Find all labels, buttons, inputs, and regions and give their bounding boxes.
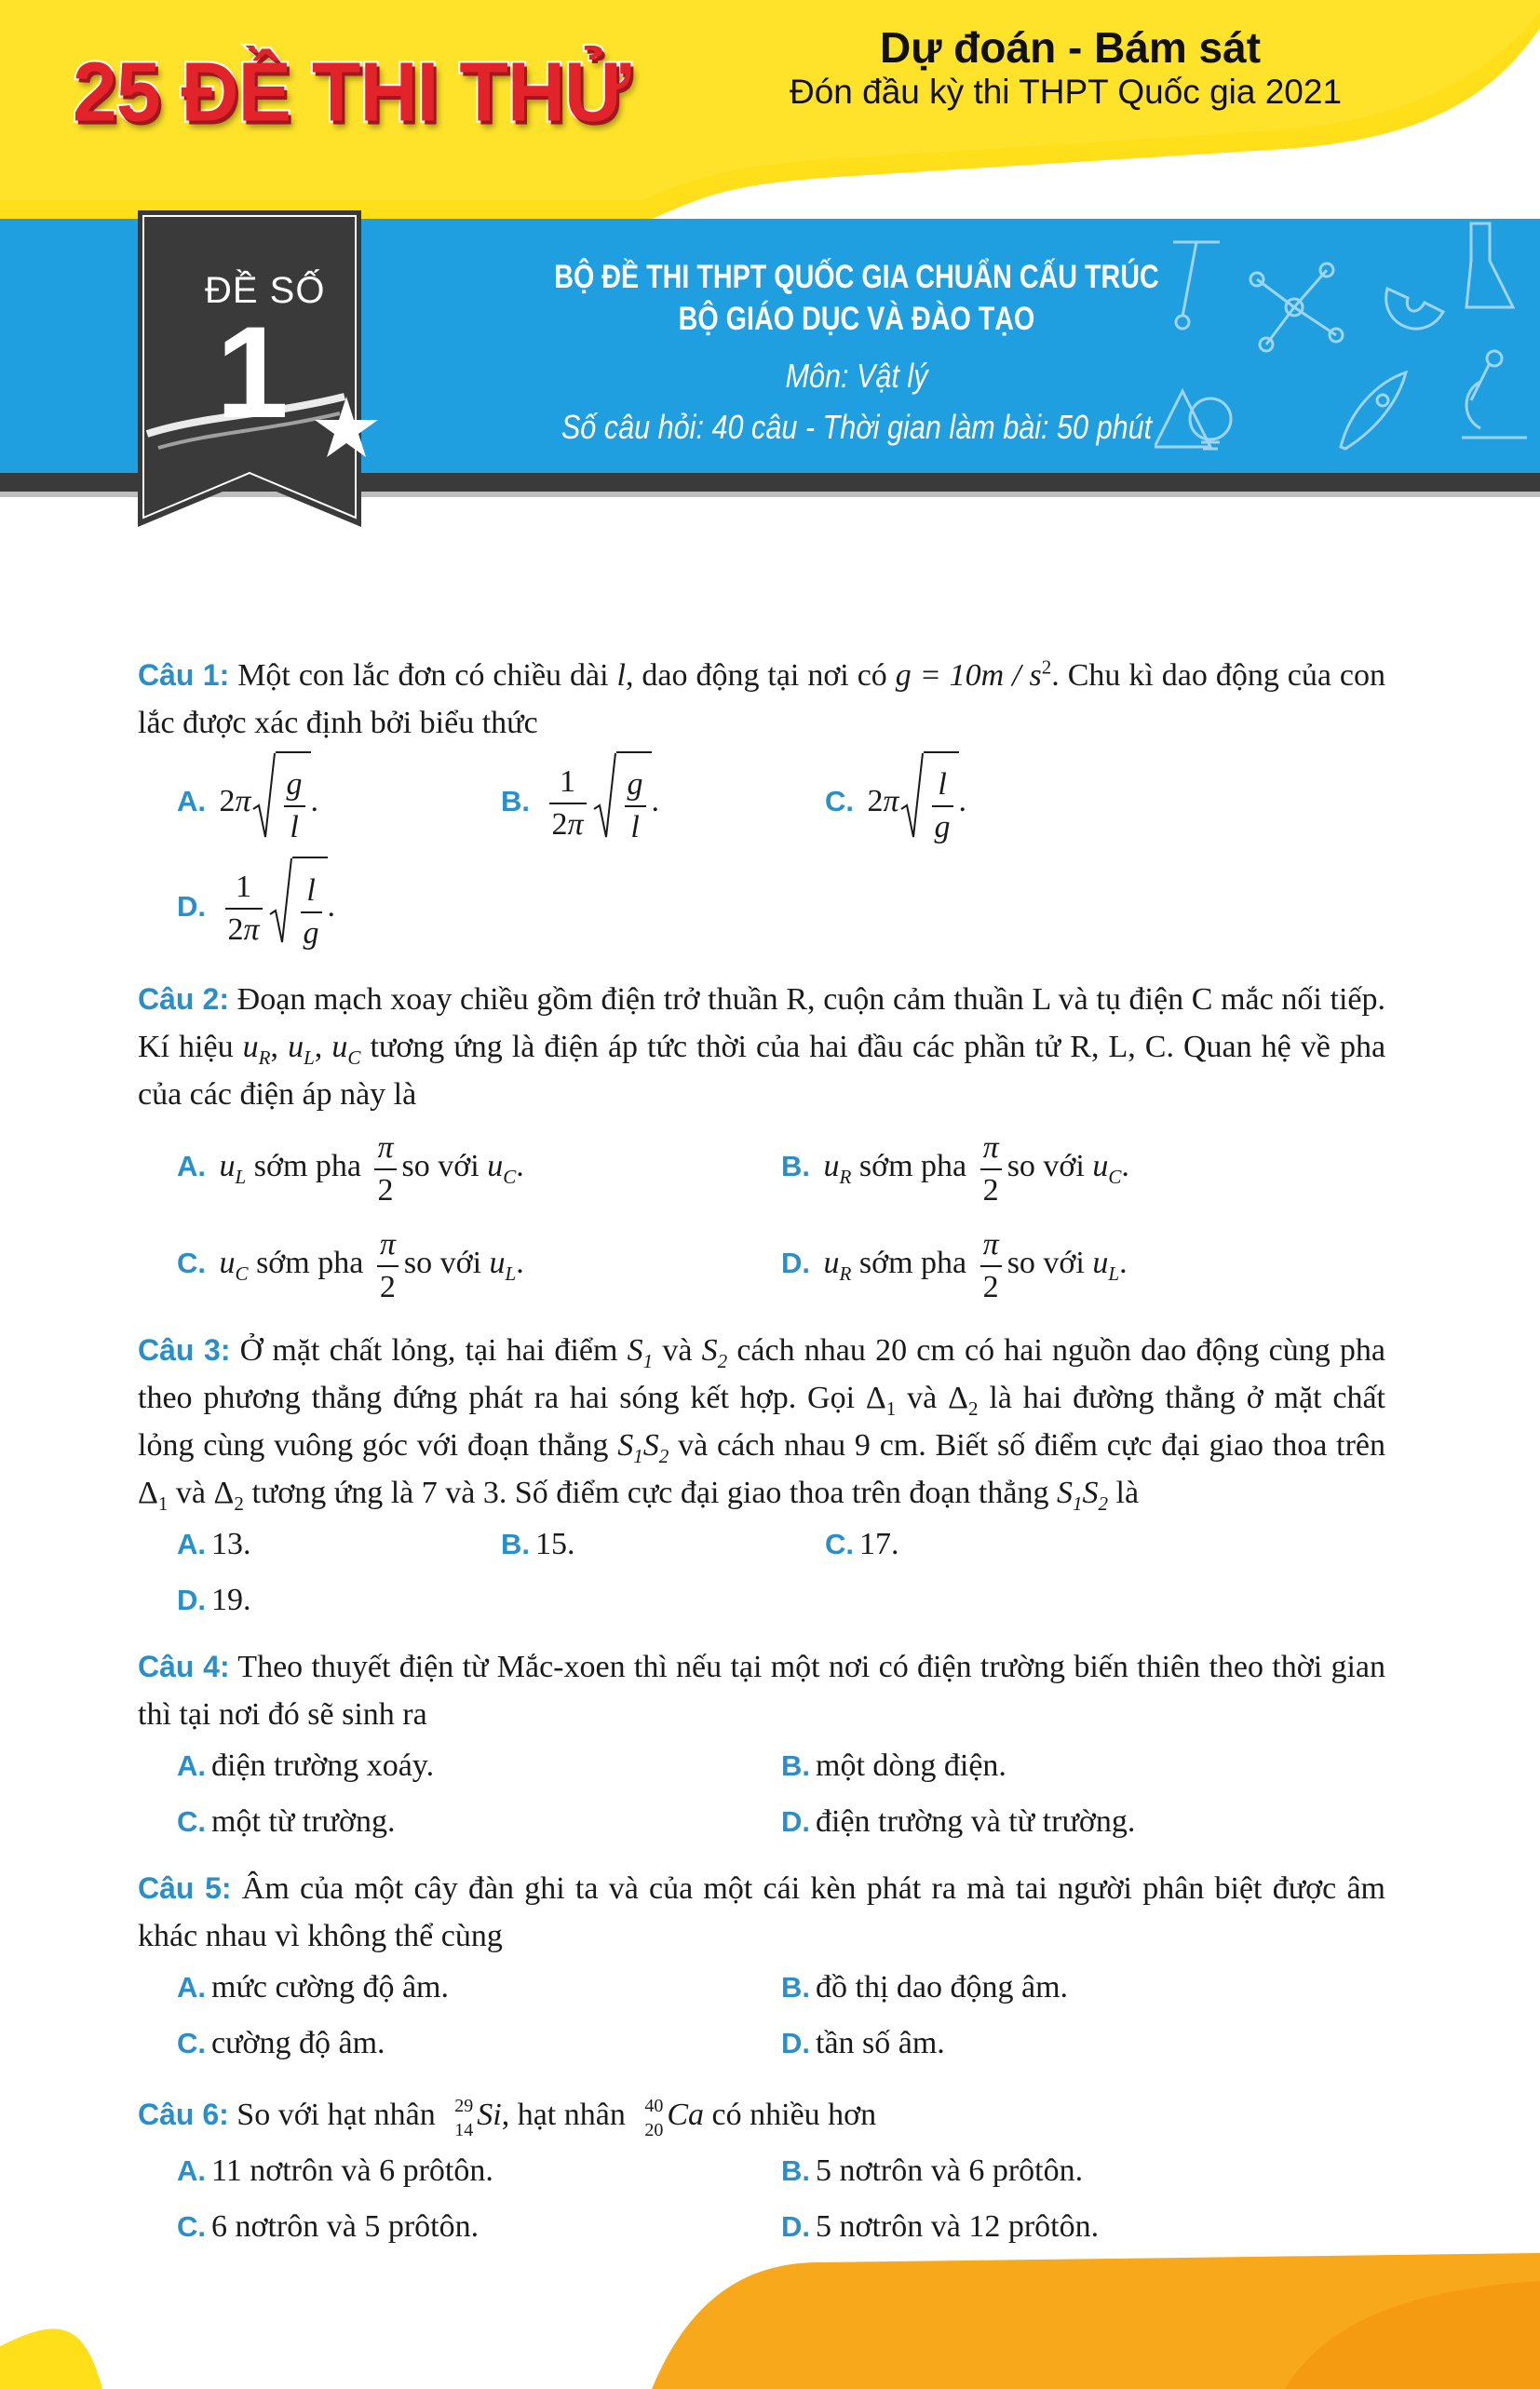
question-label: Câu 4: [138, 1650, 230, 1684]
stem-text: . Chu kì dao động của con lắc được xác định bởi biểu thức [138, 658, 1385, 740]
option-label: B. [501, 785, 530, 817]
stem-text: và cách nhau 9 cm. Biết số điểm cực đại giao thoa trên [678, 1428, 1386, 1464]
info-line: Số câu hỏi: 40 câu - Thời gian làm bài: 50 phút [561, 408, 1153, 446]
option-text: 19. [211, 1583, 251, 1618]
stem-text: tương ứng là điện áp tức thời của hai đầu các phần tử R, L, C. Quan hệ về pha của các điện áp này là [138, 1030, 1386, 1113]
option-label: D. [781, 2210, 810, 2244]
option-text: 11 nơtrôn và 6 prôtôn. [211, 2153, 493, 2189]
radical-sign [251, 751, 276, 844]
option-text: điện trường và từ trường. [816, 1804, 1136, 1840]
option-d[interactable]: D. $\frac{1}{2\pi}$ $\frac{l}{g}$ . [177, 856, 480, 961]
phase-word: so với [401, 1149, 480, 1184]
radical-sign [268, 857, 292, 950]
question-1 [138, 652, 1385, 961]
math-formula: g = 10m / s [895, 658, 1042, 693]
stem-text: và [907, 1381, 938, 1416]
option-d[interactable] [781, 1794, 1385, 1850]
stem-text: cách nhau 20 cm có hai nguồn dao động cùng pha theo phương thẳng đứng phát ra hai sóng kết hợp. Gọi [138, 1333, 1385, 1416]
question-1-options [138, 750, 1385, 961]
question-label: Câu 6: [138, 2098, 229, 2132]
option-text: 17. [859, 1527, 899, 1562]
nuclide-ca: 40 20 [644, 2095, 664, 2140]
phase-word: sớm pha [256, 1246, 364, 1281]
exam-number: 1 [216, 299, 289, 445]
option-c[interactable]: C. 2π $\frac{l}{g}$ . [825, 750, 1130, 856]
phase-word: so với [1006, 1149, 1085, 1184]
question-label: Câu 2: [138, 982, 229, 1017]
phase-word: sớm pha [858, 1149, 967, 1184]
option-c[interactable] [177, 2016, 781, 2072]
stem-text: So với hạt nhân [236, 2098, 436, 2133]
stem-text: là [1115, 1476, 1140, 1511]
option-label: A. [177, 2154, 206, 2188]
option-label: C. [825, 1528, 854, 1561]
option-label: C. [177, 2027, 206, 2060]
nuclide-si: 29 14 [454, 2095, 474, 2140]
question-5-options [138, 1960, 1385, 2072]
question-1-stem: Câu 1: Một con lắc đơn có chiều dài l, dao động tại nơi có $g = 10m / s^2$. Chu kì dao động của con lắc được xác định bởi biểu thức [138, 655, 1385, 740]
option-label: A. [177, 1528, 206, 1561]
option-label: A. [177, 1150, 206, 1183]
option-a[interactable] [177, 1738, 781, 1794]
option-label: D. [781, 1247, 810, 1280]
option-b[interactable]: B. $\frac{1}{2\pi}$ $\frac{g}{l}$ . [501, 750, 825, 856]
option-d[interactable]: D. $u_R$ sớm pha $\frac{\pi}{2}$ so với $u_L$. [781, 1215, 1385, 1312]
question-label: Câu 3: [138, 1333, 231, 1368]
option-label: D. [177, 1584, 206, 1617]
phase-word: sớm pha [858, 1246, 967, 1281]
option-text: 5 nơtrôn và 12 prôtôn. [816, 2209, 1100, 2245]
question-3-stem: Câu 3: Ở mặt chất lỏng, tại hai điểm $S_1$ và $S_2$ cách nhau 20 cm có hai nguồn dao động cùng pha theo phương thẳng đứng phát ra hai sóng kết hợp. Gọi $\Delta_1$ và $\Delta_2$ là hai đường thẳng ở mặt chất lỏng cùng vuông góc với đoạn thẳng $S_1S_2$ và cách nhau 9 cm. Biết số điểm cực đại giao thoa trên $\Delta_1$ và $\Delta_2$ tương ứng là 7 và 3. Số điểm cực đại giao thoa trên đoạn thẳng $S_1S_2$ là [138, 1333, 1386, 1516]
org-line-1: BỘ ĐỀ THI THPT QUỐC GIA CHUẨN CẤU TRÚC [554, 259, 1159, 295]
question-5-stem [138, 1865, 1385, 1960]
option-text: 6 nơtrôn và 5 prôtôn. [211, 2209, 480, 2245]
option-text: một từ trường. [211, 1804, 396, 1840]
option-c[interactable] [825, 1517, 1130, 1572]
question-4-options [138, 1738, 1385, 1850]
pendulum-icon [1173, 242, 1220, 329]
flask-icon [1466, 223, 1513, 307]
question-4-stem [138, 1643, 1385, 1738]
slogan-main: Dự đoán - Bám sát [880, 23, 1262, 72]
option-a[interactable]: A. 2π $\frac{g}{l}$ . [177, 750, 501, 856]
stem-text: có nhiều hơn [711, 2098, 877, 2133]
radical-sign [899, 751, 924, 844]
option-label: C. [177, 2210, 206, 2244]
option-text: 13. [211, 1527, 251, 1562]
question-label: Câu 1: [138, 658, 230, 692]
option-d[interactable] [781, 2016, 1385, 2072]
exam-label: ĐỀ SỐ [205, 270, 326, 311]
option-label: D. [177, 890, 206, 924]
question-4 [138, 1643, 1385, 1850]
option-label: B. [781, 1971, 810, 2004]
option-label: A. [177, 785, 206, 817]
option-c[interactable] [177, 1794, 781, 1850]
question-2-options [138, 1118, 1385, 1312]
question-label: Câu 5: [138, 1871, 232, 1906]
stem-text: Một con lắc đơn có chiều dài [237, 658, 609, 693]
radical-sign [592, 751, 616, 844]
option-label: B. [781, 1749, 810, 1783]
stem-text: Theo thuyết điện từ Mắc-xoen thì nếu tại một nơi có điện trường biến thiên theo thời gian thì tại nơi đó sẽ sinh ra [138, 1650, 1386, 1733]
stem-text: là hai đường thẳng ở mặt chất lỏng cùng vuông góc với đoạn thẳng [138, 1381, 1386, 1464]
question-2 [138, 976, 1385, 1312]
option-text: đồ thị dao động âm. [816, 1970, 1069, 2005]
option-a[interactable] [177, 2143, 781, 2199]
stem-text: và [662, 1333, 693, 1369]
org-line-2: BỘ GIÁO DỤC VÀ ĐÀO TẠO [678, 301, 1035, 337]
stem-text: và [175, 1476, 207, 1511]
stem-text: tương ứng là 7 và 3. Số điểm cực đại giao thoa trên đoạn thẳng [251, 1476, 1049, 1511]
option-label: D. [781, 2027, 810, 2060]
option-b[interactable]: B. $u_R$ sớm pha $\frac{\pi}{2}$ so với $u_C$. [781, 1118, 1385, 1215]
option-text: 15. [535, 1527, 575, 1562]
bulb-icon [1190, 398, 1231, 449]
option-label: C. [825, 785, 854, 817]
stem-text: Âm của một cây đàn ghi ta và của một cái kèn phát ra mà tai người phân biệt được âm khác nhau vì không thể cùng [138, 1871, 1386, 1954]
element-symbol: Si [477, 2098, 502, 2133]
question-3-options [138, 1517, 1385, 1628]
brand-title: 25 ĐỀ THI THỬ [73, 45, 630, 140]
science-doodles [1155, 205, 1540, 475]
option-text: một dòng điện. [816, 1748, 1006, 1784]
magnet-icon [1386, 289, 1443, 329]
phase-word: so với [1006, 1246, 1085, 1281]
option-a[interactable] [177, 1517, 501, 1572]
question-list [138, 652, 1385, 2270]
page-header [0, 0, 1540, 521]
option-label: B. [781, 2154, 810, 2188]
stem-text: , dao động tại nơi có [625, 658, 887, 693]
element-symbol: Ca [667, 2098, 705, 2133]
subject-line: Môn: Vật lý [785, 357, 928, 395]
option-d[interactable] [177, 1572, 480, 1628]
option-text: điện trường xoáy. [211, 1748, 435, 1784]
option-label: C. [177, 1805, 206, 1839]
question-6 [138, 2086, 1385, 2255]
option-label: C. [177, 1247, 206, 1280]
option-label: A. [177, 1749, 206, 1783]
option-text: tần số âm. [816, 2026, 945, 2061]
question-5 [138, 1865, 1385, 2072]
molecule-icon [1250, 263, 1343, 351]
question-2-stem: Câu 2: Đoạn mạch xoay chiều gồm điện trở thuần R, cuộn cảm thuần L và tụ điện C mắc nối tiếp. Kí hiệu $u_R$, $u_L$, $u_C$ tương ứng là điện áp tức thời của hai đầu các phần tử R, L, C. Quan hệ về pha của các điện áp này là [138, 982, 1386, 1113]
option-a[interactable]: A. $u_L$ sớm pha $\frac{\pi}{2}$ so với $u_C$. [177, 1118, 781, 1215]
option-label: B. [501, 1528, 530, 1561]
option-label: D. [781, 1805, 810, 1839]
stem-text: , hạt nhân [501, 2098, 626, 2133]
rocket-icon [1341, 372, 1406, 449]
option-label: A. [177, 1971, 206, 2004]
option-c[interactable]: C. $u_C$ sớm pha $\frac{\pi}{2}$ so với $u_L$. [177, 1215, 781, 1312]
option-text: cường độ âm. [211, 2026, 385, 2061]
option-a[interactable] [177, 1960, 781, 2016]
stem-text: Ở mặt chất lỏng, tại hai điểm [239, 1333, 618, 1369]
slogan-sub: Đón đầu kỳ thi THPT Quốc gia 2021 [790, 73, 1343, 111]
stem-text: Đoạn mạch xoay chiều gồm điện trở thuần R, cuộn cảm thuần L và tụ điện C mắc nối tiếp. Kí hiệu [138, 982, 1386, 1065]
question-6-options [138, 2143, 1385, 2255]
phase-word: sớm pha [253, 1149, 361, 1184]
footer-decoration [0, 2244, 1540, 2389]
option-text: 5 nơtrôn và 6 prôtôn. [816, 2153, 1084, 2189]
option-text: mức cường độ âm. [211, 1970, 449, 2005]
question-6-stem [138, 2086, 1385, 2143]
option-b[interactable] [781, 2143, 1385, 2199]
option-b[interactable] [501, 1517, 825, 1572]
option-b[interactable] [781, 1960, 1385, 2016]
phase-word: so với [403, 1246, 482, 1281]
question-3 [138, 1327, 1385, 1628]
microscope-icon [1462, 351, 1527, 438]
option-b[interactable] [781, 1738, 1385, 1794]
math-var: l [616, 658, 626, 693]
option-label: B. [781, 1150, 810, 1183]
